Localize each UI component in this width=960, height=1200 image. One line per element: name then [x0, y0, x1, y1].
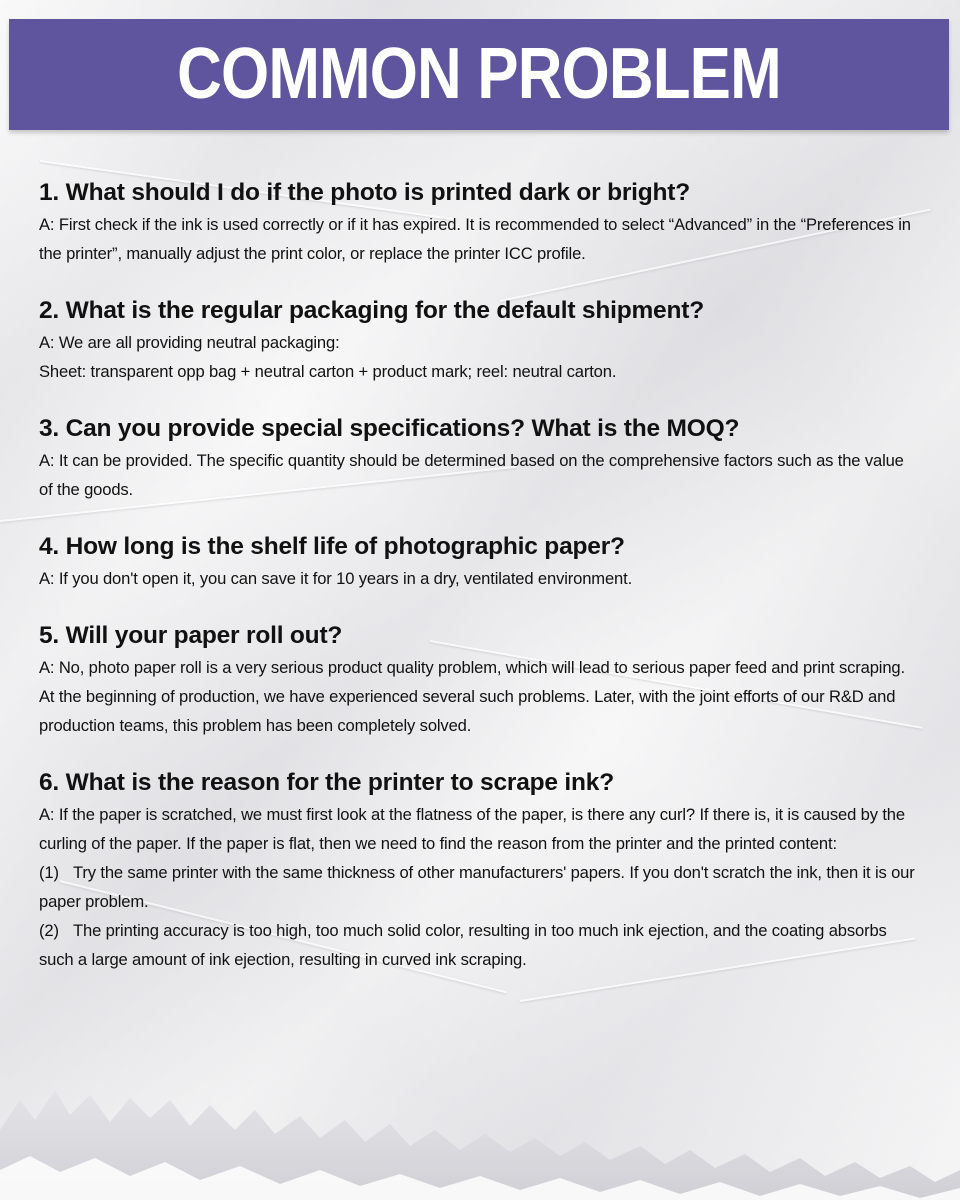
- faq-item: [39, 766, 919, 974]
- header-banner: [9, 19, 949, 130]
- faq-item: [39, 619, 919, 740]
- faq-answer-item: [39, 916, 919, 974]
- faq-question: 6. What is the reason for the printer to scrape ink?: [39, 769, 614, 796]
- item-number: (1): [39, 863, 59, 882]
- faq-answer: A: First check if the ink is used correctly or if it has expired. It is recommended to select “Advanced” in the “Preferences in the printer”, manually adjust the print color, or replace the printer ICC profile.: [39, 215, 911, 263]
- faq-item: [39, 530, 919, 593]
- faq-item: [39, 412, 919, 504]
- faq-answer-item: [39, 858, 919, 916]
- page-title: COMMON PROBLEM: [177, 34, 781, 114]
- faq-question: 3. Can you provide special specifications? What is the MOQ?: [39, 415, 740, 442]
- faq-item: [39, 294, 919, 386]
- faq-answer: A: No, photo paper roll is a very serious product quality problem, which will lead to serious paper feed and print scraping. At the beginning of production, we have experienced several such problems. Later, with the joint efforts of our R&D and production teams, this problem has been completely solved.: [39, 658, 905, 735]
- item-number: (2): [39, 921, 59, 940]
- faq-answer: A: If the paper is scratched, we must first look at the flatness of the paper, is there any curl? If there is, it is caused by the curling of the paper. If the paper is flat, then we need to find the reason from the printer and the printed content:: [39, 805, 905, 853]
- faq-answer-line: Sheet: transparent opp bag + neutral carton + product mark; reel: neutral carton.: [39, 362, 617, 381]
- item-text: Try the same printer with the same thickness of other manufacturers' papers. If you don't scratch the ink, then it is our paper problem.: [39, 863, 915, 911]
- faq-question: 4. How long is the shelf life of photographic paper?: [39, 533, 625, 560]
- faq-question: 5. Will your paper roll out?: [39, 622, 343, 649]
- faq-item: [39, 176, 919, 268]
- faq-question: 2. What is the regular packaging for the default shipment?: [39, 297, 704, 324]
- faq-question: 1. What should I do if the photo is printed dark or bright?: [39, 179, 691, 206]
- faq-list: [39, 176, 919, 974]
- item-text: The printing accuracy is too high, too much solid color, resulting in too much ink ejection, and the coating absorbs such a large amount of ink ejection, resulting in curved ink scraping.: [39, 921, 887, 969]
- faq-answer: A: It can be provided. The specific quantity should be determined based on the comprehensive factors such as the value of the goods.: [39, 451, 904, 499]
- faq-answer-line: A: We are all providing neutral packaging:: [39, 333, 340, 352]
- torn-paper-edge: [0, 1060, 960, 1200]
- faq-answer: A: If you don't open it, you can save it for 10 years in a dry, ventilated environment.: [39, 569, 633, 588]
